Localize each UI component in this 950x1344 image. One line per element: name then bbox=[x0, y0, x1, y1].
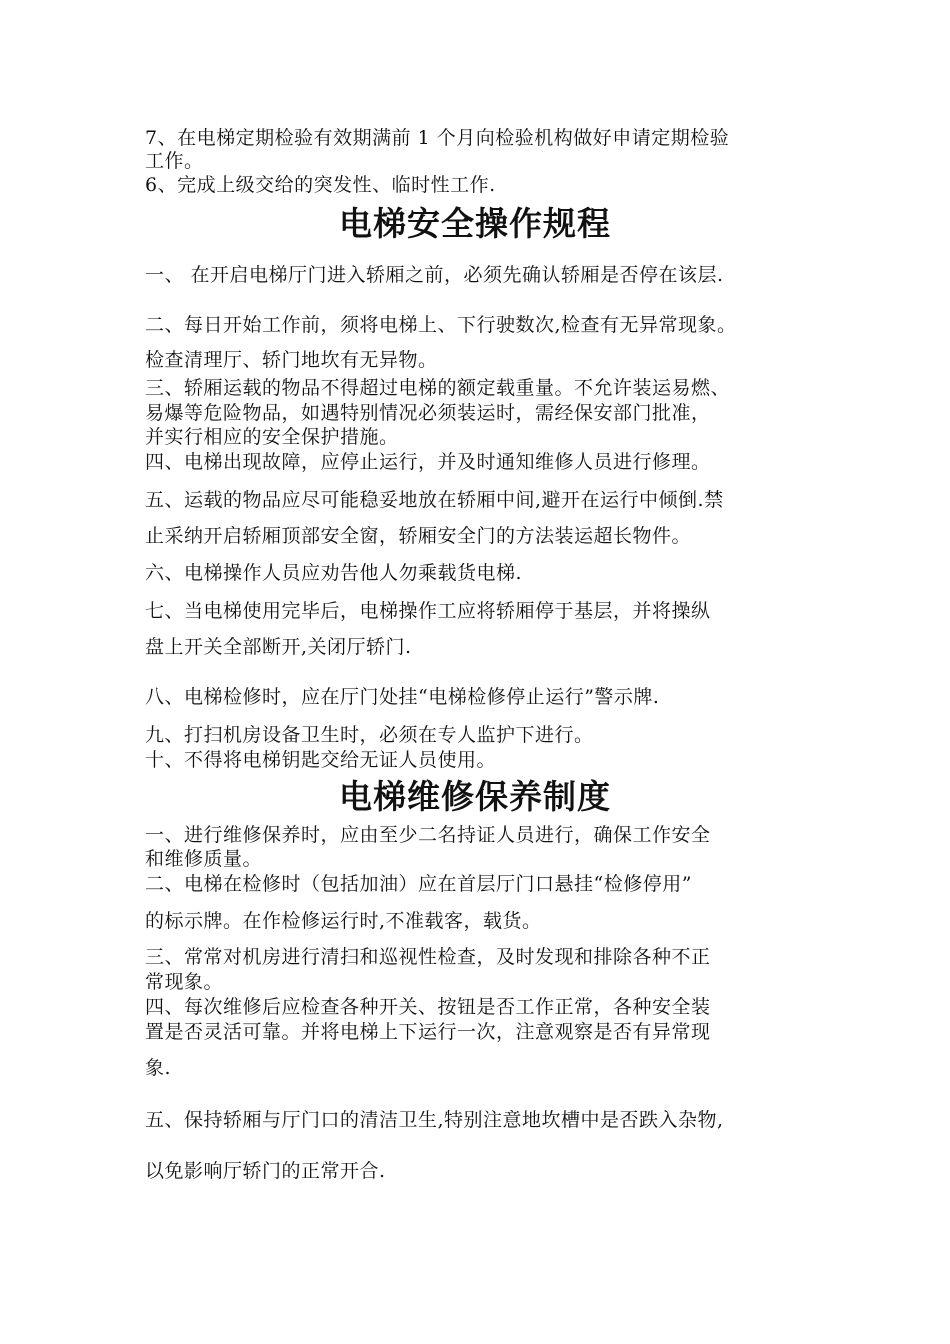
intro-line: 7、在电梯定期检验有效期满前 1 个月向检验机构做好申请定期检验 bbox=[145, 127, 730, 149]
maintenance-line: 二、电梯在检修时（包括加油）应在首层厅门口悬挂“检修停用” bbox=[145, 873, 692, 895]
safety-line: 四、电梯出现故障，应停止运行，并及时通知维修人员进行修理。 bbox=[145, 451, 711, 473]
maintenance-line: 常现象。 bbox=[145, 971, 224, 993]
safety-line: 止采纳开启轿厢顶部安全窗，轿厢安全门的方法装运超长物件。 bbox=[145, 525, 692, 547]
safety-line: 盘上开关全部断开,关闭厅轿门. bbox=[145, 636, 412, 658]
maintenance-line: 三、常常对机房进行清扫和巡视性检查，及时发现和排除各种不正 bbox=[145, 946, 711, 968]
safety-line: 三、轿厢运载的物品不得超过电梯的额定载重量。不允许装运易燃、 bbox=[145, 377, 731, 399]
maintenance-line: 置是否灵活可靠。并将电梯上下运行一次，注意观察是否有异常现 bbox=[145, 1021, 711, 1043]
maintenance-line: 一、进行维修保养时，应由至少二名持证人员进行，确保工作安全 bbox=[145, 824, 711, 846]
safety-line: 七、当电梯使用完毕后，电梯操作工应将轿厢停于基层，并将操纵 bbox=[145, 600, 711, 622]
safety-section-title: 电梯安全操作规程 bbox=[339, 204, 611, 243]
safety-line: 六、电梯操作人员应劝告他人勿乘载货电梯. bbox=[145, 562, 523, 584]
safety-line: 一、 在开启电梯厅门进入轿厢之前，必须先确认轿厢是否停在该层. bbox=[145, 264, 724, 286]
safety-line: 八、电梯检修时，应在厅门处挂“电梯检修停止运行”警示牌. bbox=[145, 686, 660, 708]
maintenance-line: 和维修质量。 bbox=[145, 848, 263, 870]
maintenance-line: 四、每次维修后应检查各种开关、按钮是否工作正常，各种安全装 bbox=[145, 996, 711, 1018]
intro-line: 6、完成上级交给的突发性、临时性工作. bbox=[145, 174, 496, 196]
safety-line: 易爆等危险物品，如遇特别情况必须装运时，需经保安部门批准， bbox=[145, 402, 711, 424]
safety-line: 检查清理厅、轿门地坎有无异物。 bbox=[145, 349, 438, 371]
safety-line: 二、每日开始工作前，须将电梯上、下行驶数次,检查有无异常现象。 bbox=[145, 314, 737, 336]
safety-line: 九、打扫机房设备卫生时，必须在专人监护下进行。 bbox=[145, 724, 594, 746]
safety-line: 五、运载的物品应尽可能稳妥地放在轿厢中间,避开在运行中倾倒.禁 bbox=[145, 489, 724, 511]
maintenance-section-title: 电梯维修保养制度 bbox=[339, 777, 611, 816]
safety-line: 并实行相应的安全保护措施。 bbox=[145, 426, 399, 448]
maintenance-line: 的标示牌。在作检修运行时,不准载客，载货。 bbox=[145, 910, 542, 932]
maintenance-line: 象. bbox=[145, 1057, 172, 1079]
intro-line: 工作。 bbox=[145, 150, 204, 172]
maintenance-line: 五、保持轿厢与厅门口的清洁卫生,特别注意地坎槽中是否跌入杂物, bbox=[145, 1109, 724, 1131]
maintenance-line: 以免影响厅轿门的正常开合. bbox=[145, 1160, 386, 1182]
safety-line: 十、不得将电梯钥匙交给无证人员使用。 bbox=[145, 749, 497, 771]
